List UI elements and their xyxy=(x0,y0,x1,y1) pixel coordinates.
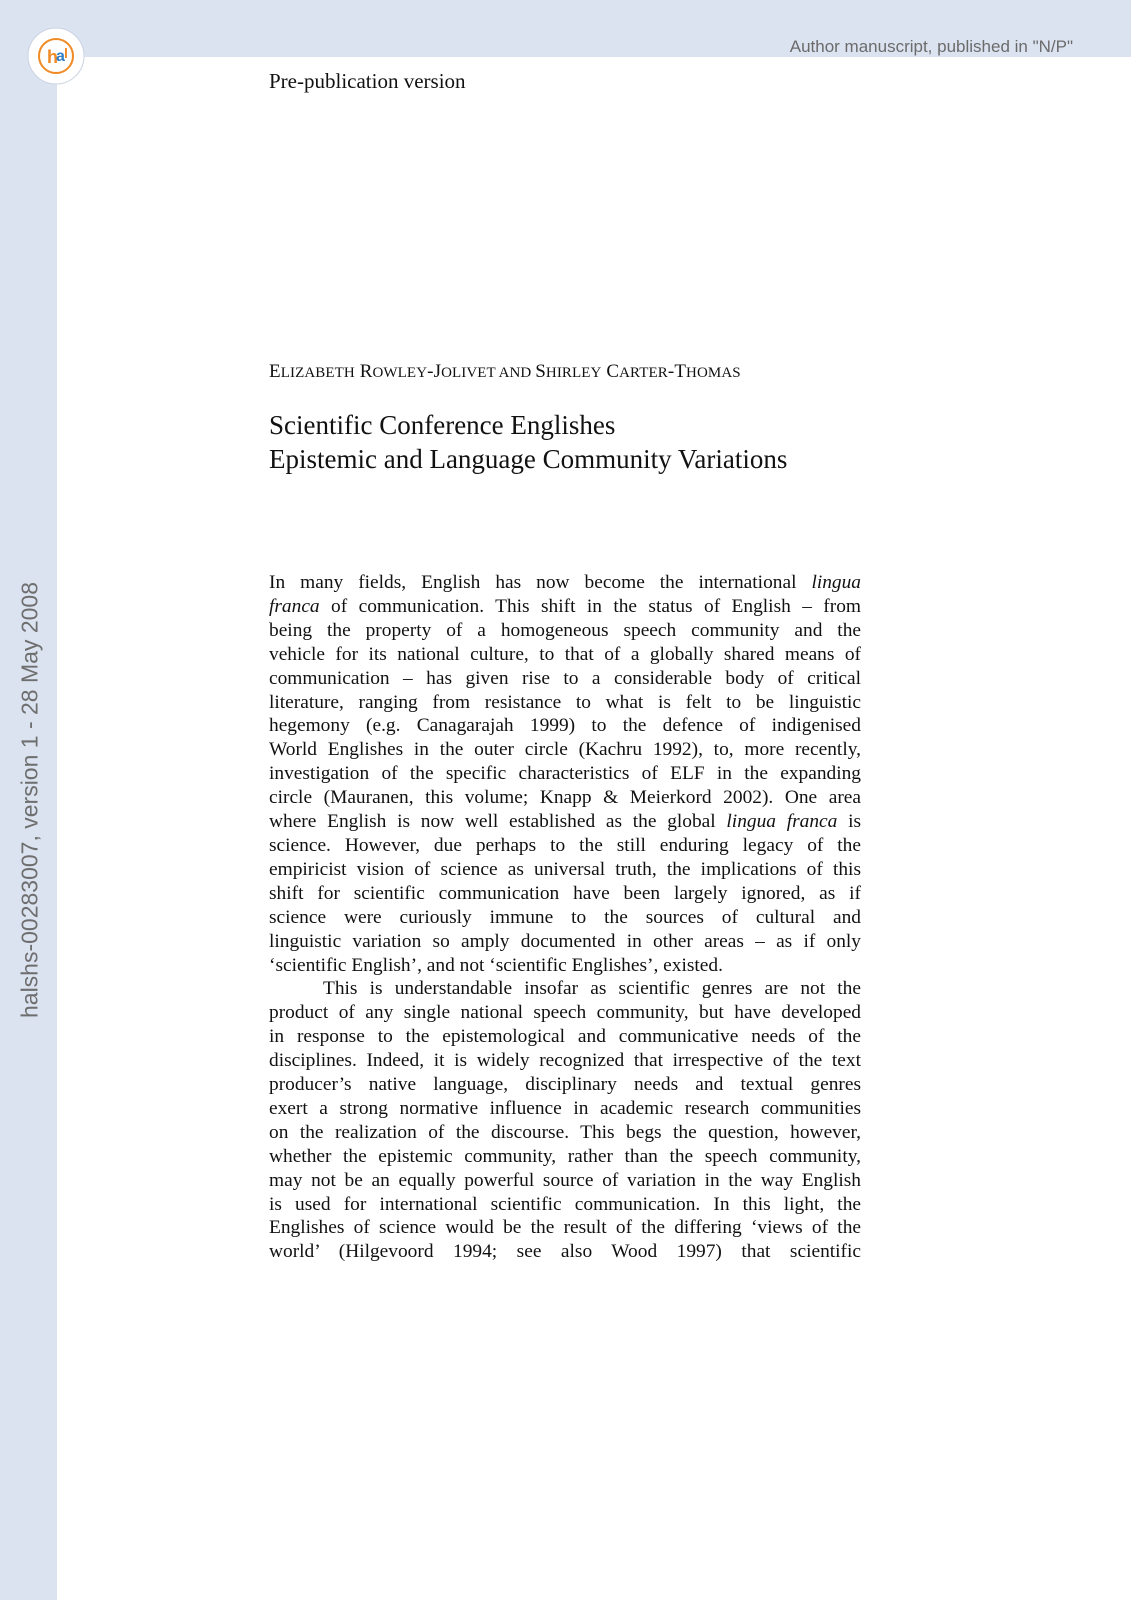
text-line: literature, ranging from resistance to what is felt to be linguistic xyxy=(269,691,861,713)
author-initial: -T xyxy=(667,361,687,382)
text-line: is used for international scientific communication. In this light, the xyxy=(269,1193,861,1215)
text-line: ‘scientific English’, and not ‘scientific Englishes’, existed. xyxy=(269,954,723,976)
text-line: communication – has given rise to a considerable body of critical xyxy=(269,667,861,689)
text-line: world’ (Hilgevoord 1994; see also Wood 1997) that scientific xyxy=(269,1241,861,1263)
author-conjunction: AND xyxy=(495,365,536,381)
text-line: being the property of a homogeneous speech community and the xyxy=(269,619,861,641)
author-line xyxy=(269,361,741,383)
text-line: World Englishes in the outer circle (Kachru 1992), to, more recently, xyxy=(269,739,861,761)
author-part: OWLEY xyxy=(372,365,428,381)
title-line: Scientific Conference Englishes xyxy=(269,410,616,440)
paper-title xyxy=(269,408,787,476)
text-line: in response to the epistemological and communicative needs of the xyxy=(269,1026,861,1048)
author-initial: S xyxy=(535,361,546,382)
paragraph-1 xyxy=(269,571,861,977)
author-part: OLIVET xyxy=(441,365,496,381)
author-part: HIRLEY xyxy=(545,365,602,381)
text-line: shift for scientific communication have been largely ignored, as if xyxy=(269,882,861,904)
text-line: This is understandable insofar as scientific genres are not the xyxy=(323,978,861,1000)
text-line: linguistic variation so amply documented in other areas – as if only xyxy=(269,930,861,952)
subtitle-line: Epistemic and Language Community Variations xyxy=(269,444,788,474)
text-line: product of any single national speech community, but have developed xyxy=(269,1002,861,1024)
svg-text:l: l xyxy=(64,45,68,61)
author-part: ARTER xyxy=(619,365,668,381)
text-line: disciplines. Indeed, it is widely recognized that irrespective of the text xyxy=(269,1050,861,1072)
text-line: where English is now well established as the global lingua franca is xyxy=(269,811,862,833)
author-initial: C xyxy=(606,361,620,382)
version-label: Pre-publication version xyxy=(269,69,466,93)
text-line: may not be an equally powerful source of variation in the way English xyxy=(269,1169,861,1191)
document-identifier: halshs-00283007, version 1 - 28 May 2008 xyxy=(16,581,43,1019)
svg-text:a: a xyxy=(56,48,65,65)
paragraph-2 xyxy=(269,977,861,1264)
hal-archive-logo-icon xyxy=(27,27,85,85)
text-line: vehicle for its national culture, to that of a globally shared means of xyxy=(269,643,861,665)
text-line: whether the epistemic community, rather than the speech community, xyxy=(269,1145,861,1167)
text-line: hegemony (e.g. Canagarajah 1999) to the defence of indigenised xyxy=(269,715,861,737)
text-line: science. However, due perhaps to the still enduring legacy of the xyxy=(269,834,861,856)
text-line: empiricist vision of science as universal truth, the implications of this xyxy=(269,858,861,880)
manuscript-note: Author manuscript, published in "N/P" xyxy=(789,37,1073,56)
author-part: LIZABETH xyxy=(280,365,355,381)
svg-text:h: h xyxy=(47,47,58,67)
text-line: franca of communication. This shift in the status of English – from xyxy=(269,595,861,617)
author-initial: R xyxy=(359,361,373,382)
author-initial: E xyxy=(269,361,281,382)
text-line: exert a strong normative influence in academic research communities xyxy=(269,1097,861,1119)
text-line: Englishes of science would be the result of the differing ‘views of the xyxy=(269,1217,861,1239)
author-initial: -J xyxy=(427,361,442,382)
body-text xyxy=(269,571,861,1264)
author-part: HOMAS xyxy=(686,365,741,381)
text-line: on the realization of the discourse. This begs the question, however, xyxy=(269,1121,861,1143)
text-line: producer’s native language, disciplinary needs and textual genres xyxy=(269,1074,861,1096)
text-line: investigation of the specific characteristics of ELF in the expanding xyxy=(269,763,861,785)
text-line: circle (Mauranen, this volume; Knapp & Meierkord 2002). One area xyxy=(269,787,861,809)
text-line: In many fields, English has now become the international lingua xyxy=(269,572,861,593)
text-line: science were curiously immune to the sources of cultural and xyxy=(269,906,861,928)
